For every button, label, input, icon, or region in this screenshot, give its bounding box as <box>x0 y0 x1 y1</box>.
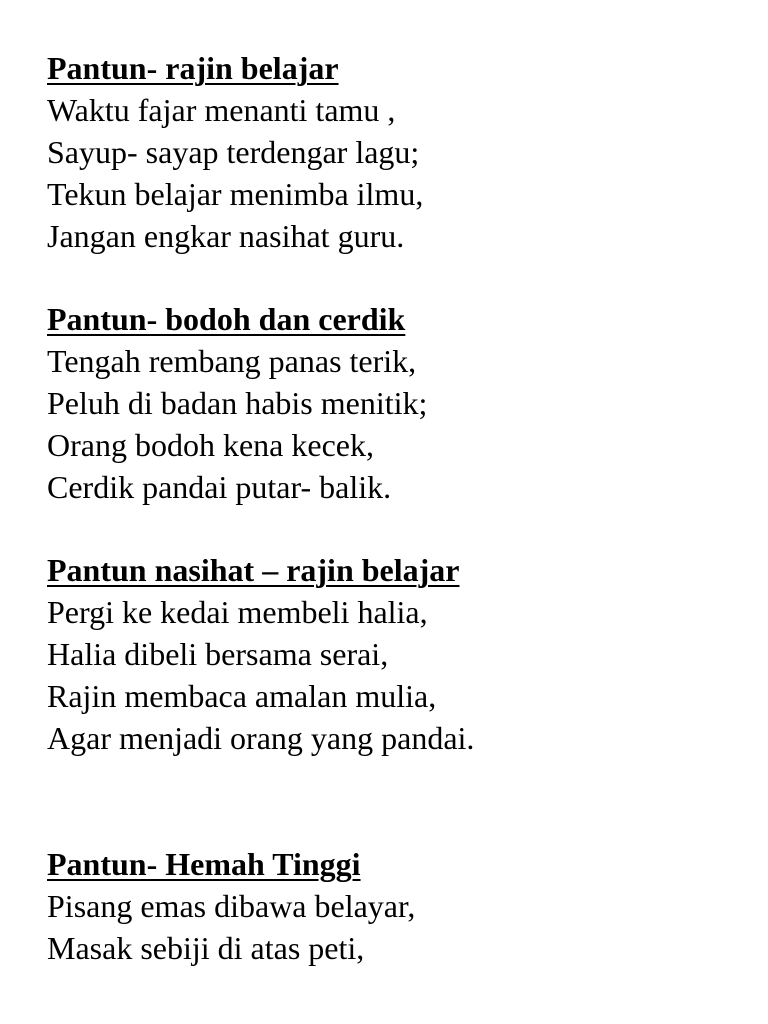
pantun-title: Pantun nasihat – rajin belajar <box>47 552 460 588</box>
pantun-title: Pantun- bodoh dan cerdik <box>47 301 406 337</box>
pantun-line: Cerdik pandai putar- balik. <box>47 469 392 505</box>
pantun-line: Peluh di badan habis menitik; <box>47 385 428 421</box>
pantun-stanza <box>47 298 427 508</box>
pantun-title: Pantun- Hemah Tinggi <box>47 846 361 882</box>
pantun-line: Orang bodoh kena kecek, <box>47 427 374 463</box>
pantun-line: Tengah rembang panas terik, <box>47 343 417 379</box>
pantun-stanza <box>47 47 423 257</box>
pantun-line: Jangan engkar nasihat guru. <box>47 218 405 254</box>
pantun-line: Pergi ke kedai membeli halia, <box>47 594 428 630</box>
pantun-line: Masak sebiji di atas peti, <box>47 930 365 966</box>
pantun-line: Agar menjadi orang yang pandai. <box>47 720 475 756</box>
pantun-line: Waktu fajar menanti tamu , <box>47 92 396 128</box>
pantun-line: Tekun belajar menimba ilmu, <box>47 176 424 212</box>
pantun-line: Sayup- sayap terdengar lagu; <box>47 134 420 170</box>
pantun-line: Halia dibeli bersama serai, <box>47 636 389 672</box>
pantun-line: Rajin membaca amalan mulia, <box>47 678 437 714</box>
pantun-stanza <box>47 843 415 969</box>
pantun-title: Pantun- rajin belajar <box>47 50 339 86</box>
pantun-line: Pisang emas dibawa belayar, <box>47 888 416 924</box>
pantun-stanza <box>47 549 474 759</box>
